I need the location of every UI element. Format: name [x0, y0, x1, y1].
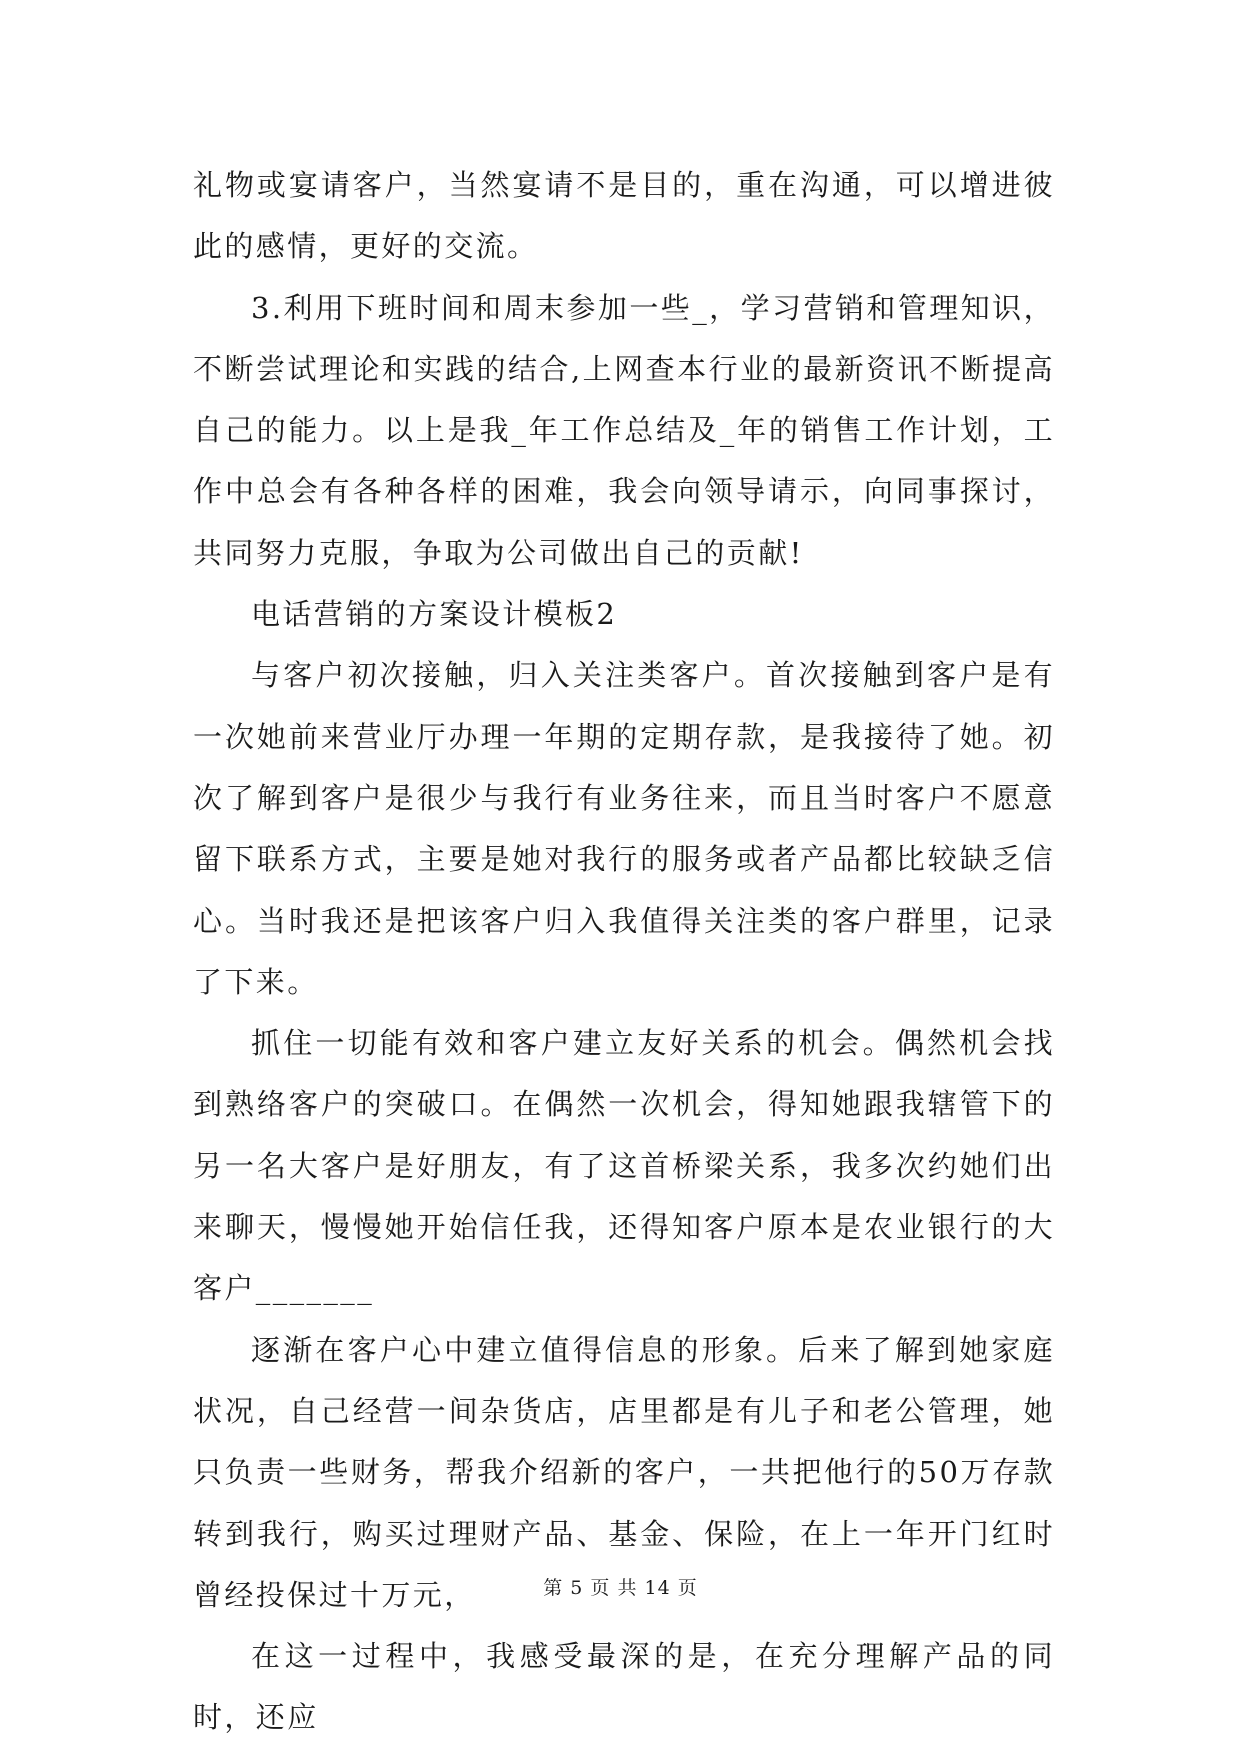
paragraph-experience: 在这一过程中，我感受最深的是，在充分理解产品的同时，还应: [193, 1639, 1055, 1735]
page-footer: 第 5 页 共 14 页: [543, 1577, 698, 1599]
section-heading: 电话营销的方案设计模板2: [251, 597, 618, 632]
paragraph-first-contact: 与客户初次接触，归入关注类客户。首次接触到客户是有一次她前来营业厅办理一年期的定期存款，是我接待了她。初次了解到客户是很少与我行有业务往来，而且当时客户不愿意留下联系方式，主要是她对我行的服务或者产品都比较缺乏信心。当时我还是把该客户归入我值得关注类的客户群里，记录了下来。: [193, 658, 1055, 999]
paragraph-relationship: 抓住一切能有效和客户建立友好关系的机会。偶然机会找到熟络客户的突破口。在偶然一次机会，得知她跟我辖管下的另一名大客户是好朋友，有了这首桥梁关系，我多次约她们出来聊天，慢慢她开始信任我，还得知客户原本是农业银行的大客户_______: [193, 1026, 1055, 1306]
body-text: [193, 155, 1055, 1749]
paragraph-item-3: 3.利用下班时间和周末参加一些_，学习营销和管理知识，不断尝试理论和实践的结合,上网查本行业的最新资讯不断提高自己的能力。以上是我_年工作总结及_年的销售工作计划，工作中总会有各种各样的困难，我会向领导请示，向同事探讨，共同努力克服，争取为公司做出自己的贡献!: [193, 290, 1055, 570]
paragraph-trust: 逐渐在客户心中建立值得信息的形象。后来了解到她家庭状况，自己经营一间杂货店，店里都是有儿子和老公管理，她只负责一些财务，帮我介绍新的客户，一共把他行的50万存款转到我行，购买过理财产品、基金、保险，在上一年开门红时曾经投保过十万元，: [193, 1332, 1055, 1612]
paragraph-continuation: 礼物或宴请客户，当然宴请不是目的，重在沟通，可以增进彼此的感情，更好的交流。: [193, 168, 1055, 264]
